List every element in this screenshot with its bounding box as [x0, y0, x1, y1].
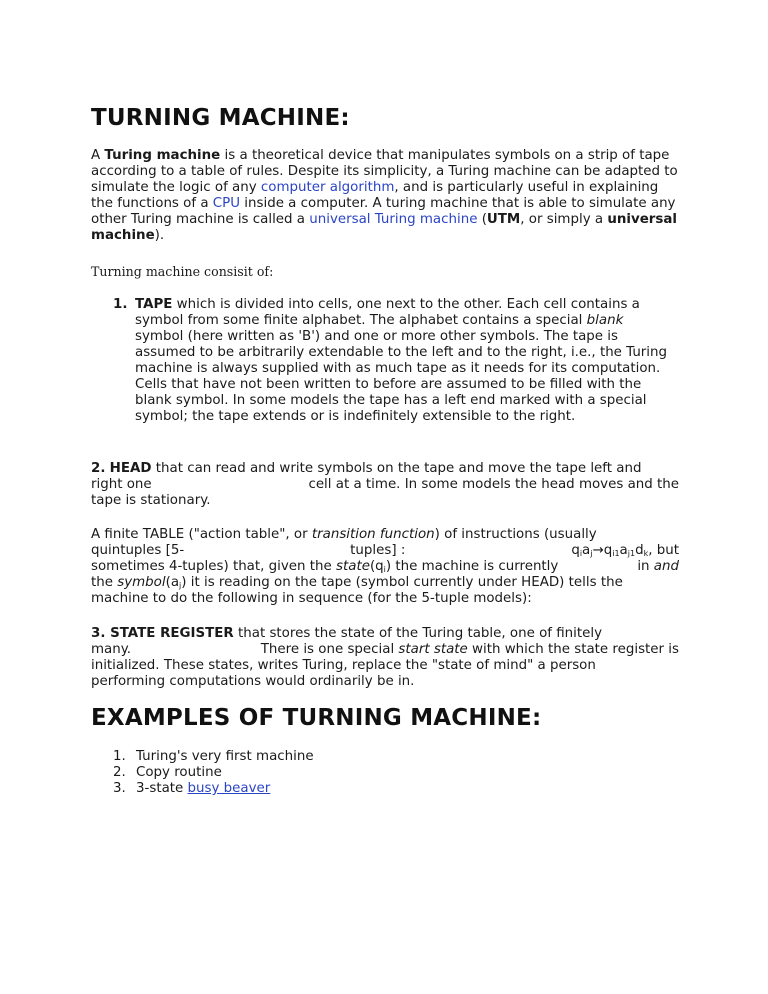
table-text: sometimes 4-tuples) that, given the [91, 559, 337, 574]
list-number: 2. [91, 461, 106, 476]
list-item [91, 749, 679, 765]
tape-description [135, 297, 673, 425]
formula-part: a [582, 543, 591, 558]
term-state: state [336, 559, 370, 574]
term-blank: blank [586, 313, 624, 328]
state-line [91, 642, 679, 658]
table-paragraph [91, 527, 679, 607]
formula-sub: i [579, 549, 583, 558]
table-text: ) the machine is currently [385, 559, 559, 574]
consists-of-line: Turning machine consisit of: [91, 264, 274, 279]
intro-paragraph [91, 148, 679, 244]
table-text: (a [165, 575, 180, 590]
link-universal-turing-machine[interactable]: universal Turing machine [309, 212, 478, 227]
term-and: and [653, 559, 679, 574]
table-text: tuples] : [350, 543, 406, 558]
term-symbol: symbol [117, 575, 166, 590]
list-item-text: Copy routine [136, 765, 222, 780]
head-text: that can read and write symbols on the tape and move the tape left and [151, 461, 642, 476]
list-item [91, 765, 679, 781]
formula-sub: j [179, 581, 182, 590]
link-cpu[interactable]: CPU [212, 196, 241, 211]
tape-text: symbol (here written as 'B') and one or more other symbols. The tape is assumed to be arbitrarily extendable to the left and to the right, i.e., the Turing machine is always supplied with as much tape as it needs for its computation. Cells that have not been written to before are assumed to be filled with the blank symbol. In some models the tape has a left end marked with a special symbol; the tape extends or is indefinitely extensible to the right. [135, 329, 668, 424]
table-line [91, 527, 679, 543]
list-number: 1. [113, 749, 126, 764]
head-text: tape is stationary. [91, 493, 211, 508]
formula-part: d [635, 543, 644, 558]
term-utm: UTM [486, 212, 521, 227]
link-computer-algorithm[interactable]: computer algorithm [260, 180, 395, 195]
intro-text: , and is particularly useful in explaining the functions of a [91, 180, 659, 211]
term-start-state: start state [398, 642, 468, 657]
table-text: in [637, 559, 654, 574]
head-paragraph [91, 461, 679, 509]
formula-part: q [571, 543, 580, 558]
list-item [91, 781, 679, 797]
examples-heading: EXAMPLES OF TURNING MACHINE: [91, 705, 542, 731]
intro-text: ( [477, 212, 487, 227]
table-text: , but [648, 543, 679, 558]
term-turing-machine: Turing machine [104, 148, 221, 163]
intro-text: , or simply a [520, 212, 608, 227]
table-text [91, 527, 597, 543]
state-register-paragraph [91, 626, 679, 690]
table-line [91, 543, 679, 559]
head-text: cell at a time. In some models the head moves and the [308, 477, 679, 492]
table-text [637, 559, 679, 575]
head-line [91, 461, 679, 477]
state-text: that stores the state of the Turing table, one of finitely [233, 626, 603, 641]
intro-text: ). [154, 228, 165, 243]
state-text [261, 642, 679, 658]
table-line [91, 559, 679, 575]
formula-sub: i [383, 565, 386, 574]
list-number: 3. [113, 781, 126, 796]
term-tape: TAPE [135, 297, 173, 312]
intro-text: A [91, 148, 105, 163]
table-text: the [91, 575, 118, 590]
table-text: ) of instructions (usually [434, 527, 597, 542]
list-item-tape [113, 297, 679, 425]
list-item-text: 3-state [136, 781, 188, 796]
state-line: initialized. These states, writes Turing, replace the "state of mind" a person [91, 658, 596, 673]
state-line [91, 626, 679, 642]
term-head: HEAD [109, 461, 152, 476]
table-text: A finite TABLE ("action table", or [91, 527, 312, 542]
link-busy-beaver[interactable]: busy beaver [187, 781, 271, 796]
quintuple-formula [571, 543, 679, 559]
formula-sub: i1 [612, 549, 620, 558]
page-title: TURNING MACHINE: [91, 105, 350, 131]
term-transition-function: transition function [311, 527, 435, 542]
state-text: with which the state register is [467, 642, 679, 657]
state-text: There is one special [260, 642, 399, 657]
table-text: ) it is reading on the tape (symbol currently under HEAD) tells the [181, 575, 623, 590]
table-text: (q [369, 559, 384, 574]
formula-sub: k [643, 549, 649, 558]
list-item-text: Turing's very first machine [136, 749, 314, 764]
table-line: machine to do the following in sequence (for the 5-tuple models): [91, 591, 532, 606]
state-text: many. [91, 642, 132, 657]
table-line [91, 575, 679, 591]
table-text [91, 559, 558, 575]
head-line [91, 477, 679, 493]
formula-part: a [619, 543, 628, 558]
state-line: performing computations would ordinarily be in. [91, 674, 415, 689]
examples-list [91, 749, 679, 797]
head-text: right one [91, 477, 152, 492]
intro-text: inside a computer. A turing machine that is able to simulate any other Turing machine is called a [91, 196, 676, 227]
formula-part: →q [592, 543, 613, 558]
formula-sub: j [590, 549, 593, 558]
list-number: 2. [113, 765, 126, 780]
intro-text: is a theoretical device that manipulates symbols on a strip of tape according to a table of rules. Despite its simplicity, a Turing machine can be adapted to simulate the logic of any [91, 148, 678, 195]
term-universal-machine: universal machine [91, 212, 678, 243]
tape-text: which is divided into cells, one next to the other. Each cell contains a symbol from some finite alphabet. The alphabet contains a special [135, 297, 640, 328]
table-text: quintuples [5- [91, 543, 185, 558]
formula-sub: j1 [627, 549, 636, 558]
list-number: 1. [113, 297, 128, 312]
term-state-register: 3. STATE REGISTER [91, 626, 234, 641]
